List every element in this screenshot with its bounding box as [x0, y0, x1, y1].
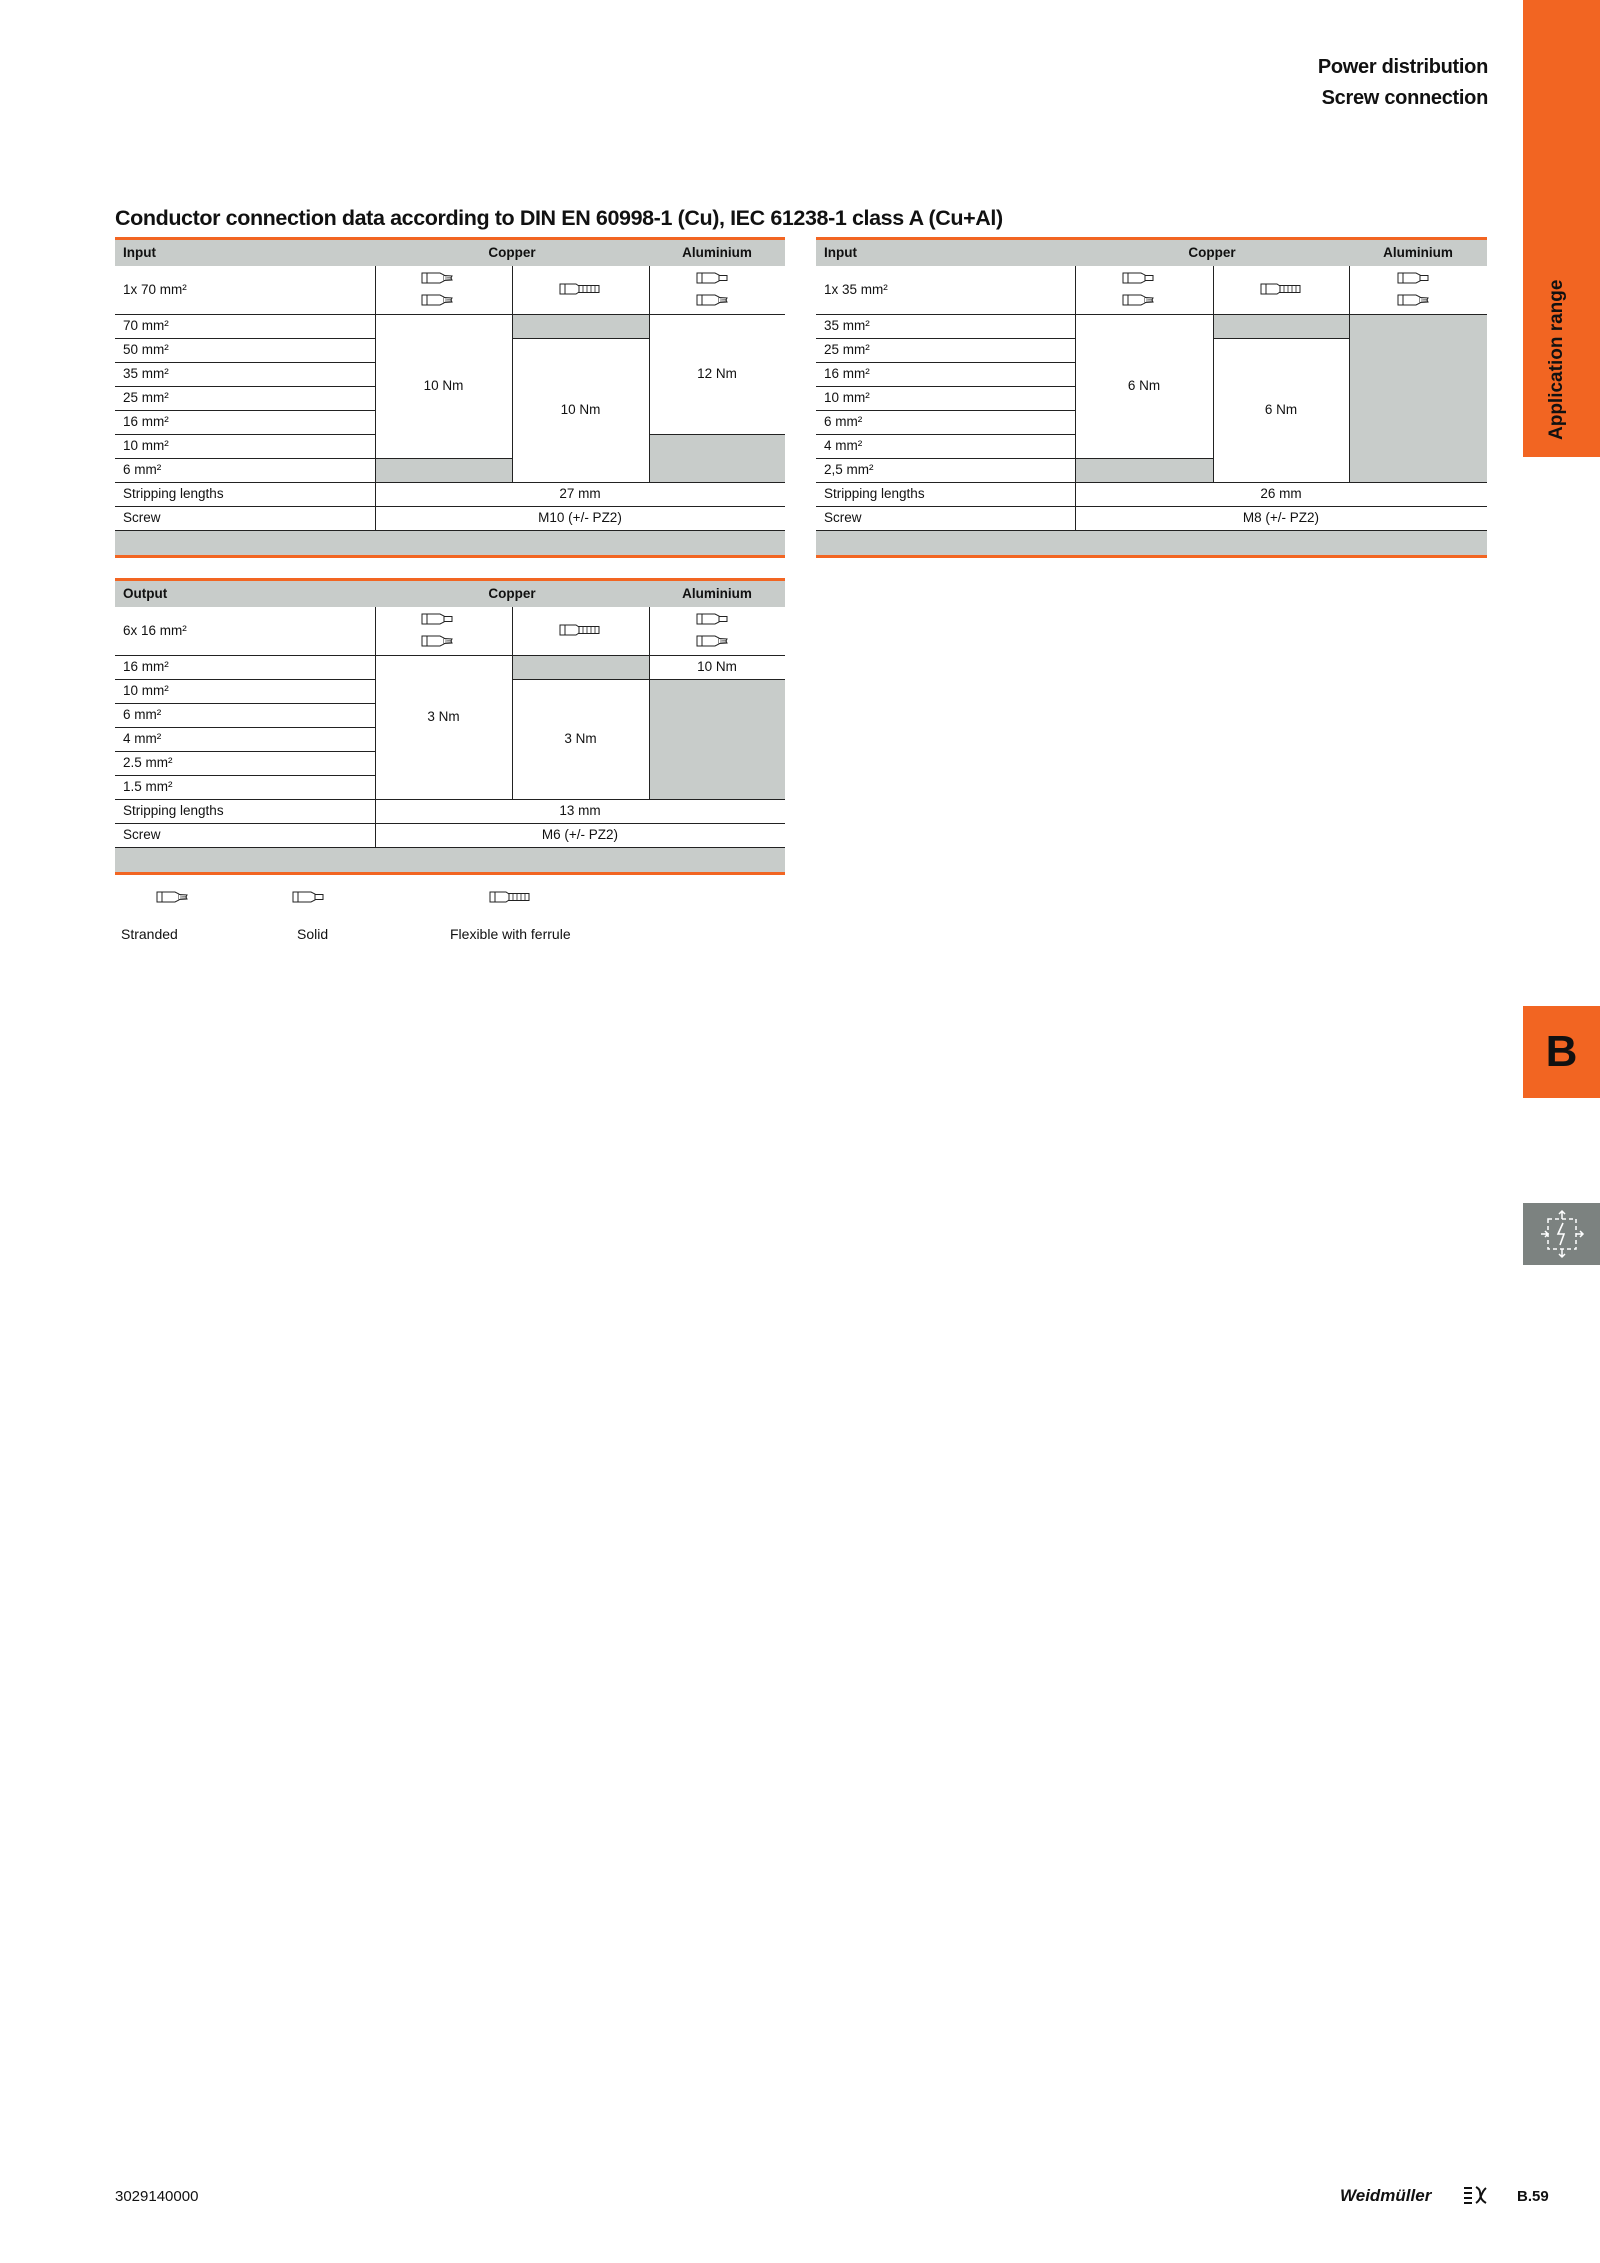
col-header-aluminium: Aluminium	[1383, 245, 1453, 261]
brand-logo-icon	[1462, 2185, 1488, 2205]
ferrule-conductor-icon	[1259, 282, 1303, 296]
torque-copper-ferrule: 10 Nm	[560, 402, 601, 418]
table-row: 25 mm²	[123, 390, 169, 406]
table-row: 2.5 mm²	[123, 755, 173, 771]
row-cross-section: 1x 35 mm²	[824, 282, 888, 298]
table-row: 6 mm²	[123, 462, 162, 478]
table-row: 16 mm²	[123, 414, 169, 430]
ferrule-conductor-icon	[558, 282, 602, 296]
power-distribution-icon-tab	[1523, 1203, 1600, 1265]
torque-copper-ferrule: 6 Nm	[1264, 402, 1298, 418]
table-row: 35 mm²	[123, 366, 169, 382]
screw-label: Screw	[824, 510, 862, 526]
table-row: 6 mm²	[824, 414, 863, 430]
col-header-input: Input	[824, 245, 857, 261]
table-input-35	[816, 237, 1487, 558]
part-number: 3029140000	[115, 2188, 199, 2205]
screw-label: Screw	[123, 510, 161, 526]
stripping-length-value: 13 mm	[559, 803, 601, 819]
col-header-aluminium: Aluminium	[682, 586, 752, 602]
table-row: 4 mm²	[824, 438, 863, 454]
col-header-copper: Copper	[1188, 245, 1236, 261]
torque-aluminium: 10 Nm	[697, 659, 737, 675]
screw-value: M6 (+/- PZ2)	[541, 827, 619, 843]
ferrule-conductor-icon	[488, 890, 532, 904]
stripping-length-value: 27 mm	[559, 486, 601, 502]
solid-conductor-icon	[695, 612, 729, 626]
stranded-conductor-icon	[420, 634, 454, 648]
table-row: 4 mm²	[123, 731, 162, 747]
stranded-conductor-icon	[1396, 293, 1430, 307]
main-title: Conductor connection data according to DIN EN 60998-1 (Cu), IEC 61238-1 class A (Cu+Al)	[115, 206, 1003, 230]
col-header-copper: Copper	[488, 245, 536, 261]
solid-conductor-icon	[1121, 271, 1155, 285]
table-input-70	[115, 237, 785, 558]
section-letter-tab: B	[1523, 1006, 1600, 1098]
page-number: B.59	[1517, 2188, 1549, 2205]
header-subtitle: Screw connection	[1321, 87, 1488, 109]
stranded-conductor-icon	[1121, 293, 1155, 307]
solid-conductor-icon	[695, 271, 729, 285]
col-header-output: Output	[123, 586, 168, 602]
col-header-aluminium: Aluminium	[682, 245, 752, 261]
torque-copper-stranded: 10 Nm	[423, 378, 464, 394]
col-header-input: Input	[123, 245, 156, 261]
table-row: 10 mm²	[123, 438, 169, 454]
stranded-conductor-icon	[155, 890, 189, 904]
side-tab-label: Application range	[1546, 279, 1567, 440]
torque-copper-ferrule: 3 Nm	[564, 731, 597, 747]
solid-conductor-icon	[291, 890, 325, 904]
col-header-copper: Copper	[488, 586, 536, 602]
stranded-conductor-icon	[420, 271, 454, 285]
stranded-conductor-icon	[695, 293, 729, 307]
row-cross-section: 6x 16 mm²	[123, 623, 187, 639]
torque-aluminium: 12 Nm	[697, 366, 737, 382]
solid-conductor-icon	[1396, 271, 1430, 285]
power-distribution-icon	[1523, 1203, 1600, 1265]
legend-ferrule: Flexible with ferrule	[450, 926, 571, 942]
stripping-length-label: Stripping lengths	[824, 486, 925, 502]
stranded-conductor-icon	[695, 634, 729, 648]
table-row: 10 mm²	[123, 683, 169, 699]
table-row: 16 mm²	[123, 659, 169, 675]
table-row: 25 mm²	[824, 342, 870, 358]
side-tab	[1523, 0, 1600, 457]
table-row: 10 mm²	[824, 390, 870, 406]
screw-label: Screw	[123, 827, 161, 843]
stripping-length-value: 26 mm	[1260, 486, 1302, 502]
table-row: 50 mm²	[123, 342, 169, 358]
solid-conductor-icon	[420, 612, 454, 626]
torque-copper-stranded: 6 Nm	[1127, 378, 1161, 394]
stripping-length-label: Stripping lengths	[123, 803, 224, 819]
screw-value: M8 (+/- PZ2)	[1242, 510, 1320, 526]
table-row: 70 mm²	[123, 318, 169, 334]
ferrule-conductor-icon	[558, 623, 602, 637]
header-title: Power distribution	[1317, 56, 1488, 78]
table-row: 2,5 mm²	[824, 462, 874, 478]
table-row: 6 mm²	[123, 707, 162, 723]
stranded-conductor-icon	[420, 293, 454, 307]
brand-logo: Weidmüller	[1340, 2186, 1432, 2205]
table-row: 16 mm²	[824, 366, 870, 382]
row-cross-section: 1x 70 mm²	[123, 282, 187, 298]
legend-stranded: Stranded	[121, 926, 178, 942]
legend-solid: Solid	[297, 926, 329, 942]
table-row: 35 mm²	[824, 318, 870, 334]
table-row: 1.5 mm²	[123, 779, 173, 795]
screw-value: M10 (+/- PZ2)	[538, 510, 622, 526]
torque-copper-stranded: 3 Nm	[427, 709, 460, 725]
table-output-16	[115, 578, 785, 877]
stripping-length-label: Stripping lengths	[123, 486, 224, 502]
